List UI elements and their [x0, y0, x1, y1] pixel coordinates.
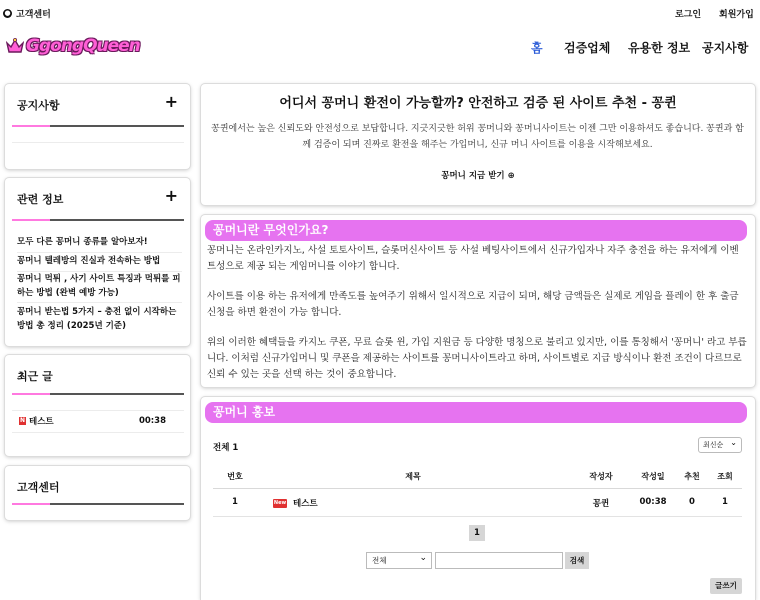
sidebar-recent-card [5, 355, 190, 456]
what-is-heading: 꽁머니란 무엇인가요? [205, 220, 747, 241]
hero-description: 꽁퀸에서는 높은 신뢰도와 안전성으로 보답합니다. 지긋지긋한 허위 꽁머니와 꽁머니사이트는 이젠 그만 이용하셔도 좋습니다. 꽁퀸과 함께 검증이 되며 진짜로 환전을 해주는 가입머니, 신규 머니 사이트를 이용을 시작해보세요. [211, 124, 744, 150]
card-divider [12, 393, 184, 395]
signup-link[interactable]: 회원가입 [719, 10, 754, 20]
row-views: 1 [722, 497, 728, 507]
card-divider [12, 503, 184, 505]
notice-expand-button[interactable]: + [164, 92, 178, 111]
card-divider [12, 219, 184, 221]
hero-panel [201, 84, 755, 205]
nav-verified-sites[interactable]: 검증업체 [564, 41, 611, 55]
card-divider [12, 432, 184, 433]
column-author: 작성자 [589, 472, 613, 481]
sort-select[interactable]: 최신순 ⌄ [698, 437, 742, 453]
promo-board-panel [201, 397, 755, 600]
recent-post-title: 테스트 [29, 417, 54, 427]
sidebar-related-card [5, 178, 190, 346]
row-title-link[interactable] [273, 497, 318, 509]
column-number: 번호 [227, 472, 243, 481]
notice-title: 공지사항 [17, 99, 60, 112]
nav-notice[interactable]: 공지사항 [702, 41, 749, 55]
column-views: 조회 [717, 472, 733, 481]
row-likes: 0 [689, 497, 695, 507]
column-title: 제목 [405, 472, 421, 481]
new-icon: N [19, 417, 26, 424]
page-1-button[interactable]: 1 [469, 525, 485, 541]
arrow-right-circle-icon: ⊕ [507, 171, 515, 181]
customer-center-link[interactable] [3, 7, 51, 20]
card-divider [12, 410, 184, 411]
crown-icon [6, 38, 24, 54]
post-count: 전체 1 [213, 443, 239, 453]
customer-center-label: 고객센터 [16, 10, 51, 20]
column-likes: 추천 [684, 472, 700, 481]
what-is-paragraph: 사이트를 이용 하는 유저에게 만족도를 높여주기 위해서 일시적으로 지급이 되며, 해당 금액들은 실제로 게임을 플레이 한 후 출금 신청을 하면 환전이 가능 합니다. [207, 291, 739, 318]
search-input[interactable] [435, 552, 563, 569]
board-heading: 꽁머니 홍보 [205, 402, 747, 423]
what-is-paragraph: 꽁머니는 온라인카지노, 사설 토토사이트, 슬롯머신사이트 등 사설 베팅사이트에서 신규가입자나 자주 충전을 하는 유저에게 이벤트성으로 제공 되는 게임머니를 이야기 합니다. [207, 245, 739, 272]
recent-post[interactable] [19, 415, 166, 427]
search-scope-select[interactable]: 전체 ⌄ [366, 552, 432, 569]
row-author: 꽁퀸 [592, 499, 610, 509]
write-button[interactable]: 글쓰기 [710, 578, 742, 594]
headset-icon: ● [4, 9, 11, 17]
top-bar [0, 0, 760, 26]
recent-title: 최근 글 [17, 370, 53, 383]
table-header-divider [213, 488, 742, 489]
sidebar-support-card [5, 466, 190, 520]
nav-home[interactable]: 홈 [531, 41, 543, 55]
related-link[interactable]: 꽁머니 먹튀 , 사기 사이트 특징과 먹튀를 피하는 방법 (완벽 예방 가능) [17, 272, 182, 303]
card-divider [12, 125, 184, 127]
related-link[interactable]: 모두 다른 꽁머니 종류를 알아보자! [17, 235, 182, 253]
what-is-panel [201, 215, 755, 387]
what-is-paragraph: 위의 이러한 혜택들을 카지노 쿠폰, 무료 슬롯 윈, 가입 지원금 등 다양한 명칭으로 불리고 있지만, 이를 통칭해서 '꽁머니' 라고 부릅니다. 이처럼 신규가입머니 및 쿠폰을 제공하는 사이트를 꽁머니사이트라고 하며, 사이트별로 지급 방식이나 환전 조건이 다르므로 신뢰 수 있는 곳을 선택 하는 것이 중요합니다. [207, 337, 747, 380]
related-expand-button[interactable]: + [164, 186, 178, 205]
logo-text: GgongQueen [26, 36, 140, 56]
row-date: 00:38 [639, 497, 667, 507]
login-link[interactable]: 로그인 [675, 10, 702, 20]
recent-post-time: 00:38 [138, 416, 166, 426]
nav-useful-info[interactable]: 유용한 정보 [628, 41, 691, 55]
row-number: 1 [232, 497, 238, 507]
related-link[interactable]: 꽁머니 받는법 5가지 – 충전 없이 시작하는 방법 총 정리 (2025년 기준) [17, 307, 177, 331]
related-link[interactable]: 꽁머니 텔레방의 진실과 전속하는 방법 [17, 254, 182, 272]
search-button[interactable]: 검색 [565, 552, 589, 569]
related-title: 관련 정보 [17, 193, 64, 206]
site-logo[interactable] [6, 36, 140, 56]
sidebar-notice-card [5, 84, 190, 169]
support-title: 고객센터 [17, 481, 60, 494]
hero-title: 어디서 꽁머니 환전이 가능할까? 안전하고 검증 된 사이트 추천 - 꽁퀸 [279, 96, 677, 111]
column-date: 작성일 [641, 472, 665, 481]
get-money-link[interactable] [201, 169, 755, 181]
new-badge: New [273, 500, 287, 506]
table-row-divider [213, 516, 742, 517]
row-title: 테스트 [292, 499, 318, 509]
card-divider [12, 142, 184, 143]
get-money-label: 꽁머니 지금 받기 [441, 171, 505, 181]
